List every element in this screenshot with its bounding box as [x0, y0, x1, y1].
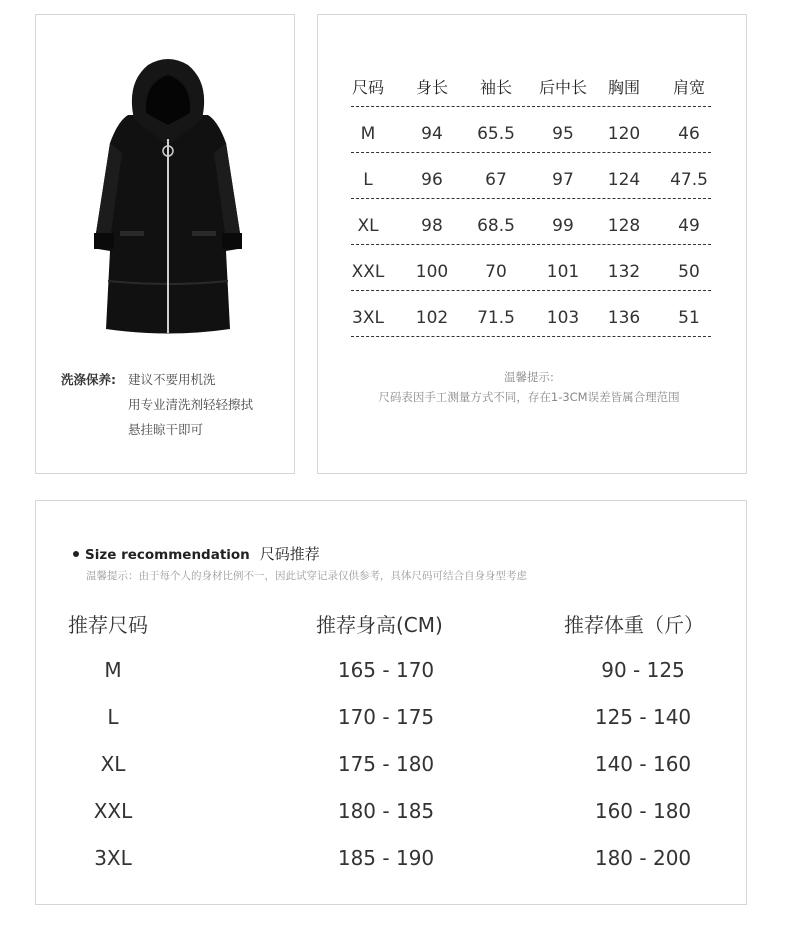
recommendation-title-en: Size recommendation — [85, 547, 250, 563]
table-cell: 95 — [552, 124, 574, 144]
table-cell: 94 — [421, 124, 443, 144]
rec-height: 185 - 190 — [337, 846, 435, 870]
rec-header-weight: 推荐体重（斤） — [564, 613, 704, 637]
table-cell: 71.5 — [477, 308, 515, 328]
rec-height: 175 - 180 — [337, 752, 435, 776]
table-cell: 3XL — [352, 308, 384, 328]
table-row — [351, 199, 711, 245]
table-cell: XL — [357, 216, 379, 236]
table-cell: 99 — [552, 216, 574, 236]
product-panel — [35, 14, 295, 474]
size-table-header — [351, 69, 711, 107]
rec-weight: 180 - 200 — [594, 846, 692, 870]
rec-height: 165 - 170 — [337, 658, 435, 682]
tip-text: 尺码表因手工测量方式不同，存在1-3CM误差皆属合理范围 — [378, 390, 680, 404]
tip-title: 温馨提示: — [504, 370, 554, 384]
table-cell: 47.5 — [670, 170, 708, 190]
table-row — [36, 799, 746, 846]
care-line: 用专业清洗剂轻轻擦拭 — [128, 397, 254, 412]
rec-weight: 90 - 125 — [601, 658, 685, 682]
rec-weight: 140 - 160 — [594, 752, 692, 776]
recommendation-title — [73, 543, 320, 564]
table-row — [36, 705, 746, 752]
table-cell: 102 — [415, 308, 449, 328]
size-recommendation-panel — [35, 500, 747, 905]
header-cell: 肩宽 — [672, 78, 705, 97]
table-cell: 68.5 — [477, 216, 515, 236]
table-cell: 50 — [678, 262, 700, 282]
table-cell: 96 — [421, 170, 443, 190]
table-cell: XXL — [351, 262, 385, 282]
rec-weight: 125 - 140 — [594, 705, 692, 729]
rec-size: 3XL — [94, 846, 132, 870]
hooded-coat-icon — [88, 53, 248, 343]
coat-image — [88, 53, 248, 343]
rec-size: L — [107, 705, 119, 729]
care-label: 洗涤保养: — [61, 372, 116, 387]
table-cell: 132 — [607, 262, 641, 282]
rec-size: M — [104, 658, 122, 682]
table-cell: 67 — [485, 170, 507, 190]
table-cell: 51 — [678, 308, 700, 328]
table-row — [36, 658, 746, 705]
table-row — [351, 245, 711, 291]
header-cell: 尺码 — [351, 78, 384, 97]
table-cell: 101 — [546, 262, 580, 282]
rec-size: XXL — [93, 799, 133, 823]
table-cell: 124 — [607, 170, 641, 190]
table-row — [351, 153, 711, 199]
table-row — [36, 752, 746, 799]
table-cell: 100 — [415, 262, 449, 282]
table-cell: 136 — [607, 308, 641, 328]
table-cell: 120 — [607, 124, 641, 144]
table-row — [36, 846, 746, 893]
care-line: 悬挂晾干即可 — [128, 422, 204, 437]
table-row — [351, 107, 711, 153]
header-cell: 袖长 — [479, 78, 512, 97]
table-cell: 103 — [546, 308, 580, 328]
table-cell: 65.5 — [477, 124, 515, 144]
table-cell: 98 — [421, 216, 443, 236]
size-table — [351, 69, 711, 337]
rec-height: 170 - 175 — [337, 705, 435, 729]
table-cell: 97 — [552, 170, 574, 190]
recommendation-title-cn: 尺码推荐 — [259, 545, 320, 563]
rec-height: 180 - 185 — [337, 799, 435, 823]
table-cell: 70 — [485, 262, 507, 282]
rec-header-size: 推荐尺码 — [68, 613, 148, 637]
rec-weight: 160 - 180 — [594, 799, 692, 823]
header-cell: 胸围 — [607, 78, 640, 97]
rec-header-height: 推荐身高(CM) — [316, 613, 443, 637]
table-cell: 49 — [678, 216, 700, 236]
table-cell: L — [363, 170, 373, 190]
table-row — [351, 291, 711, 337]
table-cell: 46 — [678, 124, 700, 144]
header-cell: 后中长 — [538, 78, 587, 97]
rec-size: XL — [100, 752, 126, 776]
care-line: 建议不要用机洗 — [128, 372, 216, 387]
size-chart-panel — [317, 14, 747, 474]
table-cell: M — [360, 124, 376, 144]
recommendation-tip: 温馨提示：由于每个人的身材比例不一，因此试穿记录仅供参考，具体尺码可结合自身身型考虑 — [86, 570, 527, 582]
bullet-dot-icon — [73, 551, 79, 557]
table-cell: 128 — [607, 216, 641, 236]
header-cell: 身长 — [415, 78, 448, 97]
